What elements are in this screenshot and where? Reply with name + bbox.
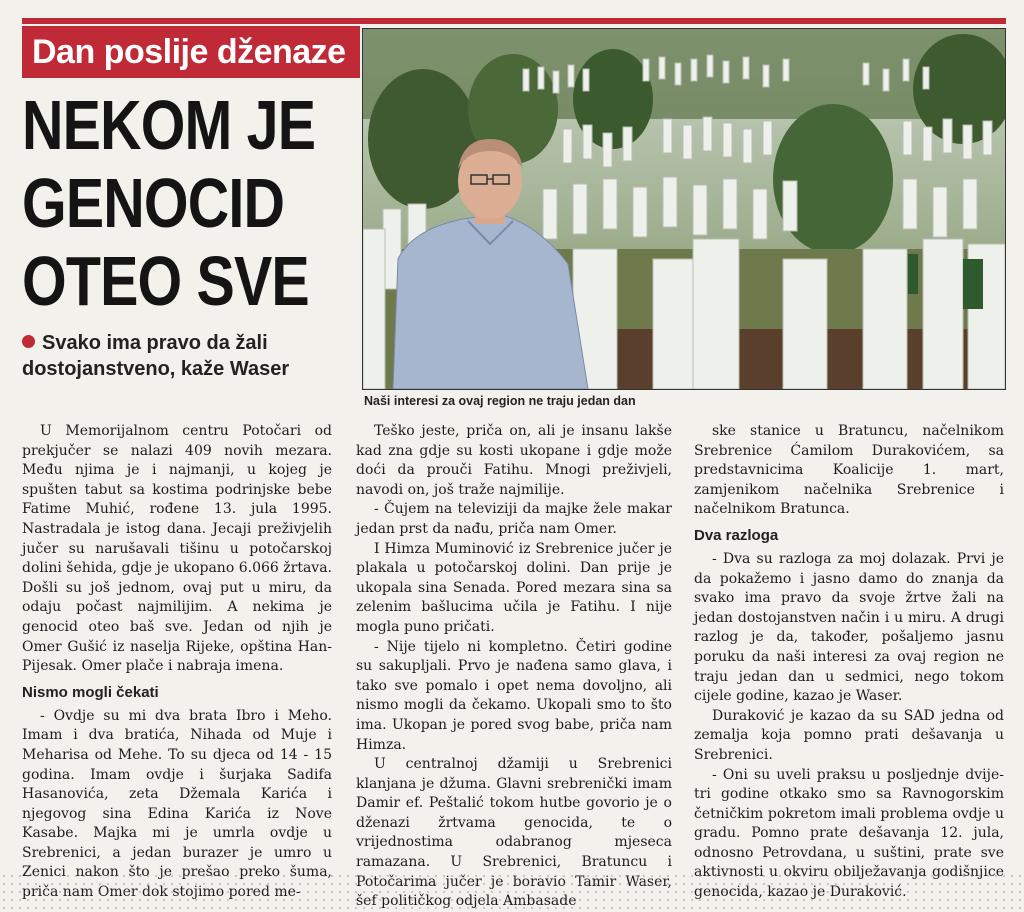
paragraph: - Dva su razloga za moj dolazak. Prvi je da pokažemo i jasno damo do znanja da svako ima pravo da svoje žrtve žali na jedan dostojanstven način i u miru. A drugi razlog je da, također, pošaljemo jasnu poruku da naši interesi za ovaj region ne traju jedan dan u sedmici, nego tokom cijele godine, kazao je Waser.: [694, 550, 1004, 705]
paragraph: - Nije tijelo ni kompletno. Četiri godine su sakupljali. Prvo je nađena samo glava, i tako sve pomalo i opet nema dovoljno, ali nismo mogli da čekamo. Ukopali smo to što ima. Ukopan je pored svog babe, priča nam Himza.: [356, 638, 672, 753]
paragraph: I Himza Muminović iz Srebrenice jučer je plakala u potočarskoj dolini. Dan prije je ukopala sina Senada. Pored mezara sina sa zelenim bašlucima učila je Fatihu. I nije mogla puno pričati.: [356, 540, 672, 635]
section-subhead: Dva razloga: [694, 526, 779, 544]
subheadline-text: Svako ima pravo da žali dostojanstveno, kaže Waser: [22, 332, 290, 380]
kicker-banner: Dan poslije dženaze: [22, 26, 360, 78]
paragraph: - Čujem na televiziji da majke žele makar jedan prst da nađu, priča nam Omer.: [356, 501, 672, 537]
paragraph: Teško jeste, priča on, ali je insanu lakše kad zna gdje su kosti ukopane i gdje može doći da prouči Fatihu. Mnogi preživjeli, navodi on, još traže najmilije.: [356, 423, 672, 498]
article-column-3: [694, 422, 1004, 903]
paragraph: - Ovdje su mi dva brata Ibro i Meho. Imam i dva bratića, Nihada od Muje i Meharisa od Mehe. To su djeca od 14 - 15 godina. Imam ovdje i šurjaka Sadifa Hasanovića, zeta Džemala Karića i njegovog sina Edina Karića iz Nove Kasabe. Majka mi je umrla ovdje u Srebrenici, a jedan burazer je umro u Zenici nakon što je prešao preko šuma, priča nam Omer dok stojimo pored me-: [22, 707, 332, 901]
paragraph: U Memorijalnom centru Potočari od prekjučer se nalazi 409 novih mezara. Među njima je i najmanji, u kojeg je spušten tabut sa kostima podrinjske bebe Fatime Muhić, rođene 13. jula 1995. Nastradala je istog dana. Jecaji preživjelih jučer su narušavali tišinu u potočarskoj dolini šehida, gdje je ukopano 6.066 žrtava. Došli su još jednom, ovaj put u miru, da odaju počast najmilijim. A nekima je genocid oteo baš sve. Jedan od njih je Omer Gušić iz naselja Rijeke, opština Han-Pijesak. Omer plače i nabraja imena.: [22, 423, 332, 675]
section-subhead: Nismo mogli čekati: [22, 683, 159, 701]
paragraph: - Oni su uveli praksu u posljednje dvije-tri godine otkako smo sa Ravnogorskim četničkim pokretom imali problema ovdje u gradu. Pomno prate dešavanja 12. jula, odnosno Petrovdana, u suštini, prate sve aktivnosti u okviru obilježavanja godišnjice genocida, kazao je Duraković.: [694, 766, 1004, 901]
article-column-1: [22, 422, 332, 903]
photo-memorial-cemetery: [362, 28, 1006, 390]
headline-line-1: NEKOM JE: [22, 86, 316, 164]
subheadline: [22, 330, 362, 382]
headline-line-2: GENOCID: [22, 164, 285, 242]
bullet-icon: [22, 335, 35, 348]
cemetery-photo-illustration: [363, 29, 1005, 389]
article-column-2: [356, 422, 672, 912]
scan-edge-dots: [0, 872, 1024, 912]
paragraph: ske stanice u Bratuncu, načelnikom Srebrenice Ćamilom Durakovićem, sa predstavnicima Koalicije 1. mart, zamjenikom načelnika Srebrenice i načelnikom Bratunca.: [694, 423, 1004, 518]
paragraph: Duraković je kazao da su SAD jedna od zemalja koja pomno prati dešavanja u Srebrenici.: [694, 707, 1004, 763]
headline: [22, 86, 316, 320]
top-rule: [22, 18, 1006, 24]
headline-line-3: OTEO SVE: [22, 242, 309, 320]
photo-caption: Naši interesi za ovaj region ne traju jedan dan: [364, 394, 636, 408]
paragraph: U centralnoj džamiji u Srebrenici klanjana je džuma. Glavni srebrenički imam Damir ef. Peštalić tokom hutbe govorio je o dženazi žrtvama genocida, te o vrijednostima odabranog mjeseca ramazana. U Srebrenici, Bratuncu i Potočarima jučer je boravio Tamir Waser, šef političkog odjela Ambasade: [356, 756, 672, 910]
